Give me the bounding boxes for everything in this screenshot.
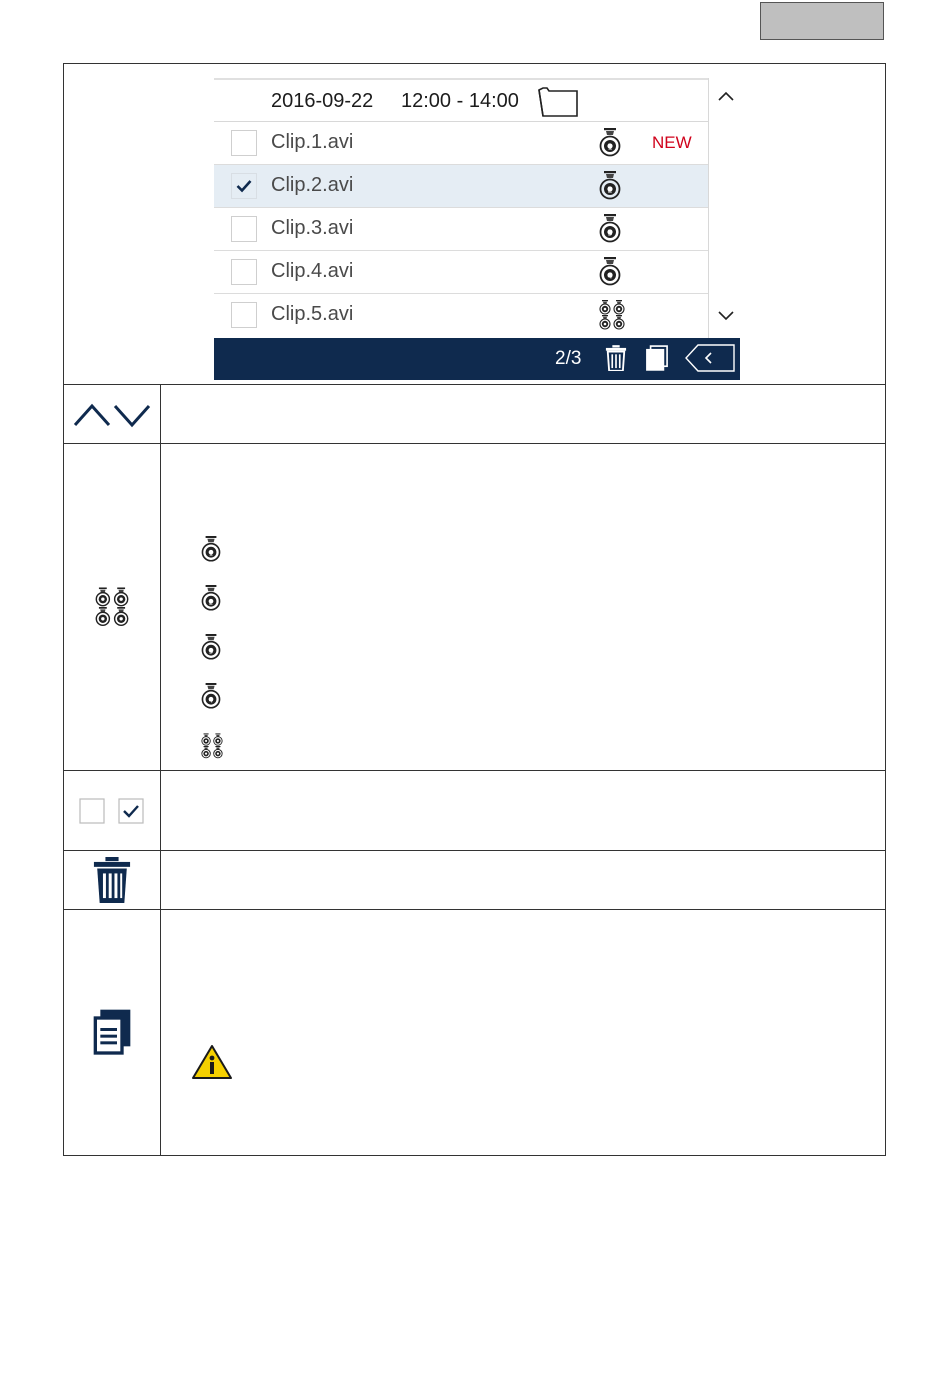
- clip-row-5[interactable]: [214, 294, 708, 337]
- svg-text:2: 2: [607, 185, 613, 195]
- document-icon: [92, 1009, 132, 1057]
- clip-row-1[interactable]: [214, 122, 708, 165]
- camera-quad-icon: [599, 300, 625, 330]
- scroll-column: [708, 78, 741, 338]
- legend-icon-cell: [64, 910, 161, 1155]
- check-icon: [236, 179, 252, 193]
- scroll-up-icon[interactable]: [717, 90, 735, 102]
- clip-checkbox[interactable]: [231, 302, 257, 328]
- new-badge: NEW: [652, 133, 692, 152]
- trash-icon[interactable]: [605, 345, 627, 371]
- svg-text:1: 1: [607, 142, 613, 152]
- page-tab-marker: [760, 2, 884, 40]
- status-bar: [214, 338, 740, 380]
- document-icon[interactable]: [646, 345, 668, 371]
- up-down-arrows-icon: [72, 399, 152, 429]
- clip-checkbox[interactable]: [231, 130, 257, 156]
- camera-2-icon: [599, 171, 621, 201]
- clip-name: Clip.1.avi: [271, 131, 354, 153]
- scroll-down-icon[interactable]: [717, 310, 735, 322]
- legend-text-cell: [161, 910, 885, 1155]
- clip-checkbox-checked[interactable]: [231, 173, 257, 199]
- header-date: 2016-09-22: [271, 90, 374, 112]
- svg-text:4: 4: [607, 271, 613, 281]
- list-header: [214, 78, 708, 122]
- clip-list: [214, 78, 708, 338]
- clip-row-4[interactable]: [214, 251, 708, 294]
- folder-icon[interactable]: [537, 87, 579, 117]
- clip-checkbox[interactable]: [231, 259, 257, 285]
- camera-icon-list: [201, 536, 223, 781]
- svg-text:3: 3: [208, 647, 214, 656]
- svg-text:1: 1: [208, 549, 214, 558]
- legend-icon-cell: [64, 444, 161, 770]
- clip-row-3[interactable]: [214, 208, 708, 251]
- back-icon[interactable]: [684, 343, 736, 373]
- legend-row-checkboxes: [64, 770, 885, 850]
- legend-text-cell: [161, 771, 885, 850]
- svg-text:4: 4: [208, 696, 214, 705]
- clip-name: Clip.3.avi: [271, 217, 354, 239]
- legend-row-trash: [64, 850, 885, 909]
- camera-1-icon: [599, 128, 621, 158]
- legend-row-documents: [64, 909, 885, 1155]
- clip-row-2[interactable]: [214, 165, 708, 208]
- camera-4-icon: [201, 683, 221, 710]
- legend-text-cell: [161, 851, 885, 909]
- clip-name: Clip.5.avi: [271, 303, 354, 325]
- clip-name: Clip.2.avi: [271, 174, 354, 196]
- info-warning-icon: [191, 1044, 233, 1080]
- screen-preview-row: [64, 64, 885, 384]
- camera-3-icon: [201, 634, 221, 661]
- camera-quad-icon: [201, 732, 223, 760]
- legend-row-scroll: [64, 384, 885, 443]
- legend-text-cell: [161, 444, 885, 770]
- camera-3-icon: [599, 214, 621, 244]
- camera-4-icon: [599, 257, 621, 287]
- clip-name: Clip.4.avi: [271, 260, 354, 282]
- legend-icon-cell: [64, 771, 161, 850]
- clip-checkbox[interactable]: [231, 216, 257, 242]
- camera-1-icon: [201, 536, 221, 563]
- svg-text:3: 3: [607, 228, 613, 238]
- page-indicator: 2/3: [555, 348, 582, 369]
- checkbox-icons: [79, 797, 145, 825]
- legend-row-cameras: [64, 443, 885, 770]
- recording-list-screen: [214, 78, 740, 380]
- legend-icon-cell: [64, 851, 161, 909]
- legend-icon-cell: [64, 385, 161, 443]
- legend-table: [63, 63, 886, 1156]
- camera-quad-icon: [95, 587, 129, 627]
- header-time-range: 12:00 - 14:00: [401, 90, 519, 112]
- trash-icon: [92, 857, 132, 903]
- camera-2-icon: [201, 585, 221, 612]
- legend-text-cell: [161, 385, 885, 443]
- svg-text:2: 2: [208, 598, 214, 607]
